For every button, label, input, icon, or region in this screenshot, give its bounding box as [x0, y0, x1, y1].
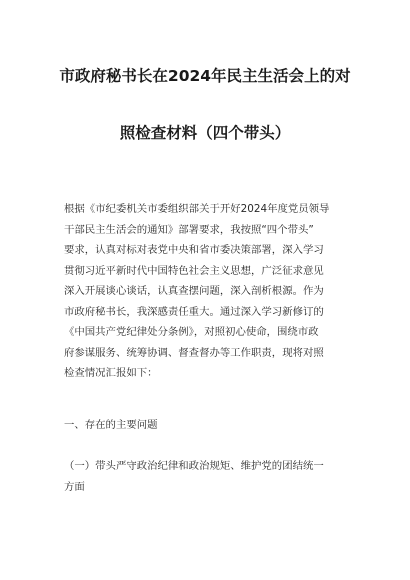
intro-line: 《中国共产党纪律处分条例》，对照初心使命，围绕市政	[64, 326, 319, 338]
intro-line: 贯彻习近平新时代中国特色社会主义思想，广泛征求意见	[64, 264, 324, 277]
intro-line: 府参谋服务、统筹协调、督查督办等工作职责，现将对照	[64, 346, 324, 359]
document-title-line-2: 照检查材料（四个带头）	[119, 124, 291, 142]
intro-line: 要求，认真对标对表党中央和省市委决策部署，深入学习	[64, 244, 324, 256]
intro-paragraph	[64, 199, 360, 384]
subsection-heading	[64, 456, 360, 497]
subsection-heading-line: （一）带头严守政治纪律和政治规矩、维护党的团结统一	[64, 460, 324, 472]
intro-line: 根据《市纪委机关市委组织部关于开好2024年度党员领导	[64, 203, 330, 215]
document-title-line-1: 市政府秘书长在2024年民主生活会上的对	[59, 67, 351, 85]
subsection-heading-line: 方面	[64, 480, 85, 493]
intro-line: 市政府秘书长，我深感责任重大。通过深入学习新修订的	[64, 305, 324, 318]
intro-line: 干部民主生活会的通知》部署要求，我按照“四个带头”	[64, 223, 314, 236]
intro-line: 深入开展谈心谈话，认真查摆问题，深入剖析根源。作为	[64, 285, 324, 297]
intro-line: 检查情况汇报如下：	[64, 367, 158, 379]
section-heading: 一、存在的主要问题	[64, 419, 158, 431]
